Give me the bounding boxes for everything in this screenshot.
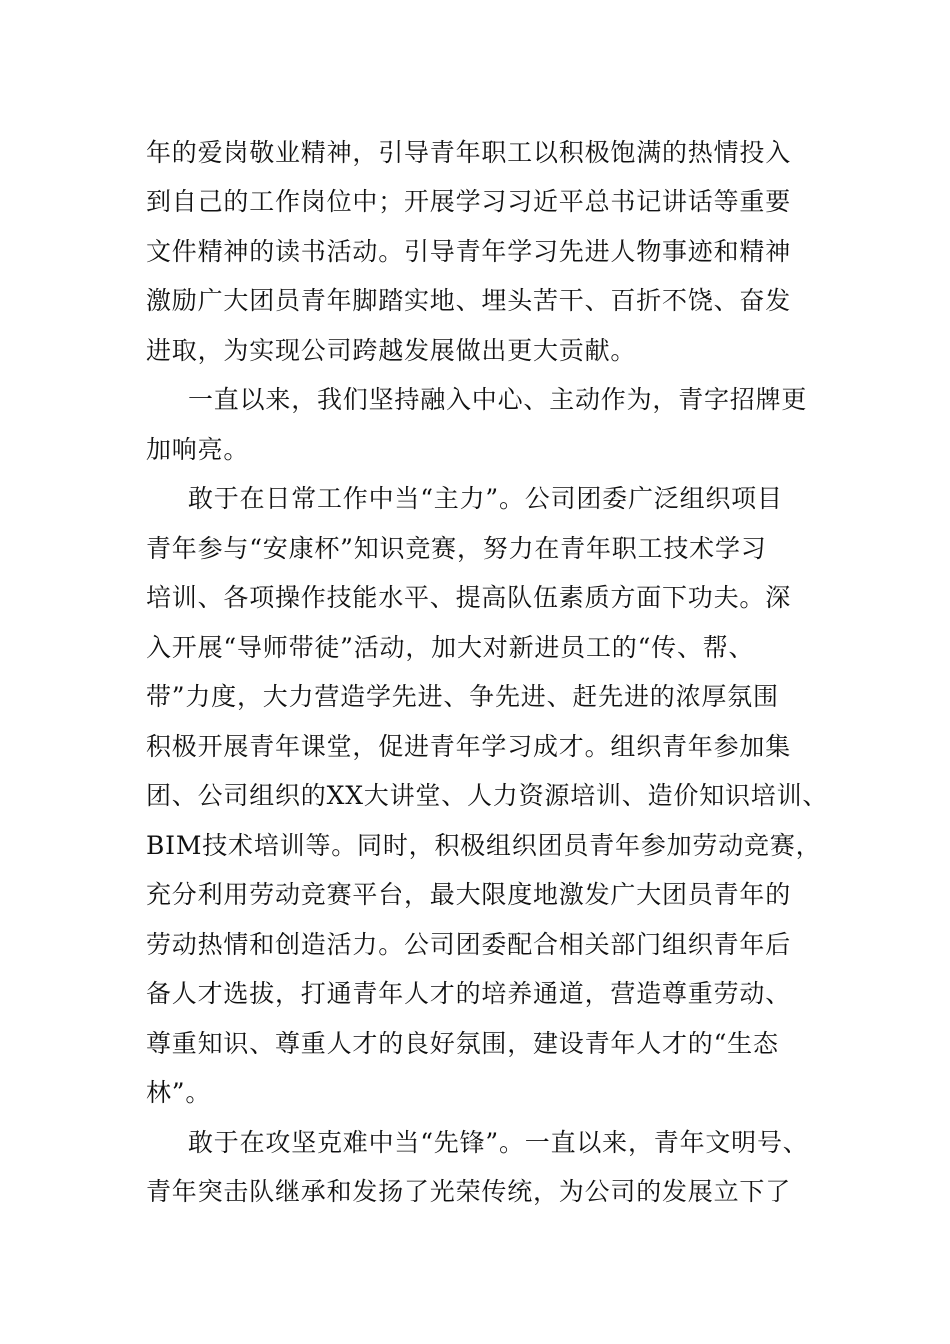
text-line: 尊重知识、尊重人才的良好氛围，建设青年人才的“生态 <box>146 1029 779 1058</box>
text-line: 文件精神的读书活动。引导青年学习先进人物事迹和精神 <box>146 237 792 266</box>
text-line: 带”力度，大力营造学先进、争先进、赶先进的浓厚氛围 <box>146 682 779 711</box>
text-line: 林”。 <box>146 1078 212 1107</box>
text-line: 入开展“导师带徒”活动，加大对新进员工的“传、帮、 <box>146 633 755 662</box>
text-line: 进取，为实现公司跨越发展做出更大贡献。 <box>146 336 637 365</box>
text-line: 劳动热情和创造活力。公司团委配合相关部门组织青年后 <box>146 930 792 959</box>
text-line: 培训、各项操作技能水平、提高队伍素质方面下功夫。深 <box>146 583 792 612</box>
text-line: BIM技术培训等。同时，积极组织团员青年参加劳动竞赛， <box>146 831 822 860</box>
text-line: 敢于在日常工作中当“主力”。公司团委广泛组织项目 <box>188 484 783 513</box>
text-line: 到自己的工作岗位中；开展学习习近平总书记讲话等重要 <box>146 187 792 216</box>
text-line: 激励广大团员青年脚踏实地、埋头苦干、百折不饶、奋发 <box>146 286 792 315</box>
text-line: 年的爱岗敬业精神，引导青年职工以积极饱满的热情投入 <box>146 138 792 167</box>
text-line: 充分利用劳动竞赛平台，最大限度地激发广大团员青年的 <box>146 880 792 909</box>
text-line: 青年参与“安康杯”知识竞赛，努力在青年职工技术学习 <box>146 534 767 563</box>
text-line: 青年突击队继承和发扬了光荣传统，为公司的发展立下了 <box>146 1177 792 1206</box>
text-line: 一直以来，我们坚持融入中心、主动作为，青字招牌更 <box>188 385 808 414</box>
text-line: 敢于在攻坚克难中当“先锋”。一直以来，青年文明号、 <box>188 1128 809 1157</box>
text-line: 积极开展青年课堂，促进青年学习成才。组织青年参加集 <box>146 732 792 761</box>
text-line: 加响亮。 <box>146 435 250 464</box>
text-line: 团、公司组织的XX大讲堂、人力资源培训、造价知识培训、 <box>146 781 829 810</box>
text-line: 备人才选拔，打通青年人才的培养通道，营造尊重劳动、 <box>146 979 792 1008</box>
